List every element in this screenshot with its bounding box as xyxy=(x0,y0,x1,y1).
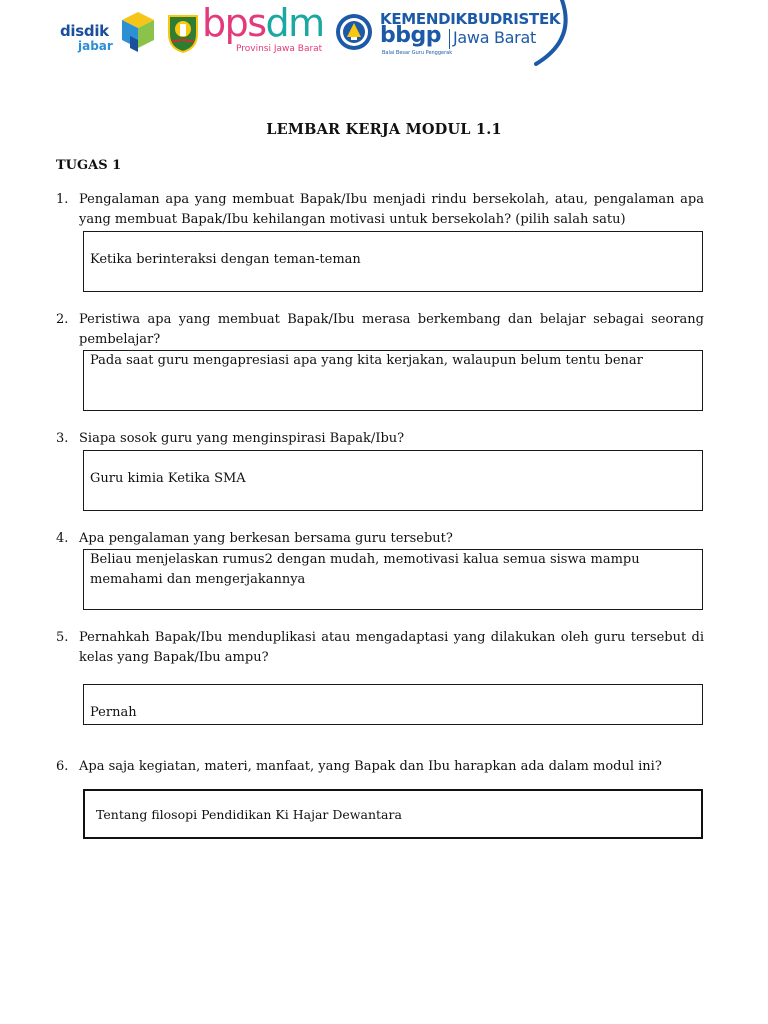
task-heading: TUGAS 1 xyxy=(56,158,122,173)
bpsdm-logo-text-teal: dm xyxy=(265,1,324,45)
question-3 xyxy=(56,429,704,449)
question-text: Apa saja kegiatan, materi, manfaat, yang Bapak dan Ibu harapkan ada dalam modul ini? xyxy=(79,759,662,774)
answer-text: Pernah xyxy=(90,705,137,720)
question-4 xyxy=(56,529,704,549)
disdik-jabar-logo xyxy=(60,8,160,58)
disdik-logo-subtext: jabar xyxy=(78,39,113,53)
question-1 xyxy=(56,190,704,230)
bbgp-separator xyxy=(449,29,450,49)
question-text: Peristiwa apa yang membuat Bapak/Ibu merasa berkembang dan belajar sebagai seorang pembelajar? xyxy=(79,312,704,347)
decorative-arc-icon xyxy=(524,0,574,70)
question-text: Apa pengalaman yang berkesan bersama guru tersebut? xyxy=(79,531,453,546)
answer-text: Beliau menjelaskan rumus2 dengan mudah, memotivasi kalua semua siswa mampu memahami dan mengerjakannya xyxy=(90,552,640,587)
answer-text: Ketika berinteraksi dengan teman-teman xyxy=(90,252,361,267)
answer-box-5[interactable] xyxy=(83,684,703,725)
question-number: 6. xyxy=(56,759,69,774)
logo-bar xyxy=(0,0,768,70)
answer-text: Guru kimia Ketika SMA xyxy=(90,471,246,486)
question-number: 3. xyxy=(56,431,69,446)
question-number: 5. xyxy=(56,630,69,645)
question-text: Siapa sosok guru yang menginspirasi Bapak/Ibu? xyxy=(79,431,405,446)
kemendikbudristek-text: KEMENDIKBUDRISTEK xyxy=(380,10,561,28)
bpsdm-logo-text xyxy=(202,1,324,45)
question-6 xyxy=(56,757,704,777)
answer-text: Tentang filosopi Pendidikan Ki Hajar Dewantara xyxy=(96,807,402,822)
jawa-barat-crest-icon xyxy=(166,12,200,54)
question-text: Pengalaman apa yang membuat Bapak/Ibu menjadi rindu bersekolah, atau, pengalaman apa yang membuat Bapak/Ibu kehilangan motivasi untuk bersekolah? (pilih salah satu) xyxy=(79,192,704,227)
question-number: 2. xyxy=(56,312,69,327)
answer-text: Pada saat guru mengapresiasi apa yang kita kerjakan, walaupun belum tentu benar xyxy=(90,353,643,368)
question-5 xyxy=(56,628,704,668)
worksheet-title: LEMBAR KERJA MODUL 1.1 xyxy=(266,121,502,138)
bpsdm-logo-text-pink: bps xyxy=(202,1,266,45)
answer-box-6[interactable] xyxy=(83,789,703,839)
question-number: 4. xyxy=(56,531,69,546)
tut-wuri-handayani-icon xyxy=(334,12,374,52)
bpsdm-logo-subtext: Provinsi Jawa Barat xyxy=(236,44,323,54)
bpsdm-logo xyxy=(202,2,322,62)
answer-box-3[interactable] xyxy=(83,450,703,511)
bbgp-tagline: Balai Besar Guru Penggerak xyxy=(382,50,453,56)
answer-box-4[interactable] xyxy=(83,549,703,610)
answer-box-2[interactable] xyxy=(83,350,703,411)
question-number: 1. xyxy=(56,192,69,207)
disdik-logo-text: disdik xyxy=(60,22,109,40)
question-text: Pernahkah Bapak/Ibu menduplikasi atau mengadaptasi yang dilakukan oleh guru tersebut di kelas yang Bapak/Ibu ampu? xyxy=(79,630,704,665)
answer-box-1[interactable] xyxy=(83,231,703,292)
disdik-mark-icon xyxy=(116,10,158,56)
jawa-barat-text: Jawa Barat xyxy=(453,28,536,47)
question-2 xyxy=(56,310,704,350)
bbgp-text: bbgp xyxy=(380,23,441,48)
